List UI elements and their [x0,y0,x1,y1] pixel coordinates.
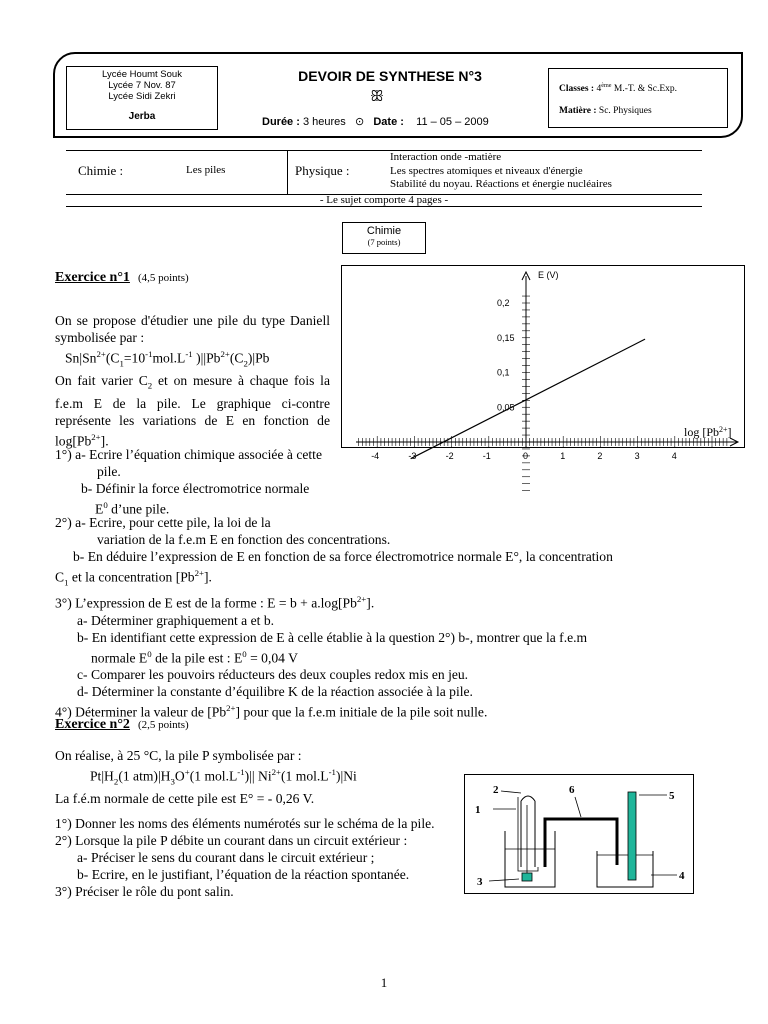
ex2-heading [55,715,189,733]
classes-label: Classes : [559,84,595,95]
section-name: Chimie [366,225,402,237]
ex2-fem: La f.é.m normale de cette pile est E° = - 0,26 V. [55,791,315,807]
ex1-heading [55,268,189,286]
school-city: Jerba [128,111,156,122]
exam-duration-date [262,115,489,128]
chimie-topic: Les piles [186,164,226,176]
label-6: 6 [569,784,575,796]
hydrogen-electrode-tube [521,796,535,867]
label-1: 1 [475,804,481,816]
ex1-intro [55,312,330,450]
section-box [342,222,426,254]
x-tick-label: -2 [445,451,454,461]
label-4: 4 [679,870,685,882]
physique-topic: Les spectres atomiques et niveaux d'énergie [390,164,583,177]
class-box [548,68,728,128]
chimie-label: Chimie : [78,163,124,178]
physique-label: Physique : [295,163,350,178]
x-tick-label: 3 [634,451,640,461]
ex2-q1: 1°) Donner les noms des éléments numérotés sur le schéma de la pile. [55,816,435,831]
pile-diagram [464,774,694,894]
ex2-q2: 2°) Lorsque la pile P débite un courant dans un circuit extérieur : [55,833,408,848]
school-line: Lycée Sidi Zekri [108,91,176,102]
pile2-symbol: $Pt|H_2(1$ $atm)|H_3O^+(1$ $mol.L^{-1})||$ $Ni^{2+}(1$ $mol.L^{-1})|Ni$ [90,767,357,787]
ex1-q3d: d- Déterminer la constante d’équilibre K de la réaction associée à la pile. [77,684,473,700]
label-2: 2 [493,784,499,796]
y-tick-label: 0,05 [497,402,515,413]
ex1-points: (4,5 points) [137,272,189,284]
ex1-q2a: 2°) a- Ecrire, pour cette pile, la loi de la [55,515,271,530]
physique-topics [390,151,612,192]
graph-svg [342,266,744,461]
section-points: (7 points) [367,237,401,247]
pages-note: - Le sujet comporte 4 pages - [319,194,449,206]
nickel-electrode [628,792,636,880]
duree-value: 3 heures [302,116,346,128]
ex1-q3b-cont: normale $E^0$ de la pile est : $E^0 = 0,04$ V [91,648,298,666]
x-tick-label: -4 [371,451,380,461]
duree-label: Durée : [262,116,300,128]
ex2-q2a: a- Préciser le sens du courant dans le circuit extérieur ; [77,850,375,865]
ex1-q3a: a- Déterminer graphiquement a et b. [77,612,275,628]
arrow-2 [501,791,521,793]
x-tick-label: 4 [671,451,677,461]
x-axis-label: $\log [Pb^{2+}]$ [684,425,732,439]
ex1-q2b-cont: $C_1$ et la concentration $[Pb^{2+}]$. [55,568,212,588]
x-tick-label: 1 [560,451,566,461]
classes-num: 4 [596,84,602,95]
ex1-q3c: c- Comparer les pouvoirs réducteurs des deux couples redox mis en jeu. [77,667,469,683]
x-tick-label: 2 [597,451,603,461]
ex2-intro-text: On réalise, à 25 °C, la pile P symbolisée par : [55,748,302,763]
ex1-q2b: b- En déduire l’expression de E en fonction de sa force électromotrice normale E°, la concentration [73,549,613,564]
y-tick-label: 0,1 [497,367,510,378]
salt-bridge [545,819,617,867]
classes-value: M.-T. & Sc.Exp. [613,84,678,95]
title-ornament: ꕥ [370,89,384,105]
x-tick-label: -1 [482,451,491,461]
arrow-3 [489,879,519,881]
school-line: Lycée 7 Nov. 87 [108,80,176,91]
pile-svg [465,775,693,893]
y-axis-label: E (V) [538,270,559,280]
ex2-questions [55,815,445,900]
ex1-intro-text: On fait varier $C_2$ et on mesure à chaque fois la f.e.m E de la pile. Le graphique ci-contre représente les variations de E en fonction de $\log[Pb^{2+}]$. [55,373,330,449]
divider [287,150,288,194]
clock-icon: ⊙ [354,116,365,128]
date-value: 11 – 05 – 2009 [416,116,489,128]
matiere-value: Sc. Physiques [598,106,652,117]
platinum-plate [522,873,532,881]
ex1-q2-q4 [55,514,715,721]
x-tick-label: -3 [408,451,417,461]
matiere-label: Matière : [559,106,597,117]
ex2-title: Exercice n°2 [55,717,130,732]
ex1-q1b: b- Définir la force électromotrice normale $E^0$ d’une pile. [81,481,310,517]
ex1-graph [341,265,745,461]
ex1-q1 [55,446,323,518]
ex1-q3b: b- En identifiant cette expression de E à celle établie à la question 2°) b-, montrer que la f.e.m [77,629,588,645]
x-tick-label: 0 [523,451,529,461]
arrow-6 [575,797,581,817]
school-box [66,66,218,130]
ex1-q4: 4°) Déterminer la valeur de $[Pb^{2+}]$ pour que la f.e.m initiale de la pile soit nulle. [55,703,488,720]
physique-topic: Stabilité du noyau. Réactions et énergie nucléaires [390,178,612,190]
label-5: 5 [669,790,675,802]
ex2-intro [55,747,455,807]
y-tick-label: 0,15 [497,332,515,343]
ex1-intro-text: On se propose d'étudier une pile du type Daniell symbolisée par : [55,313,330,345]
divider [66,206,702,207]
ex1-q2a-cont: variation de la f.e.m E en fonction des concentrations. [97,532,391,547]
ex2-q2b: b- Ecrire, en le justifiant, l’équation de la réaction spontanée. [77,867,410,882]
date-label: Date : [373,116,404,128]
ex1-q3: 3°) L’expression de E est de la forme : $E = b + a.\log[Pb^{2+}]$. [55,594,375,611]
physique-topic: Interaction onde -matière [390,151,502,163]
classes-sup: ème [601,83,612,89]
page-number: 1 [380,975,388,990]
right-beaker [597,851,653,887]
ex2-q3: 3°) Préciser le rôle du pont salin. [55,884,234,899]
exam-title: DEVOIR DE SYNTHESE N°3 [298,68,482,84]
pile1-symbol: $Sn|Sn^{2+}(C_1=10^{-1}mol.L^{-1}$ )$||Pb^{2+}(C_2)|Pb$ [65,349,270,369]
series-line [411,339,645,459]
ex2-points: (2,5 points) [137,719,189,731]
ex1-q1a: 1°) a- Ecrire l’équation chimique associée à cette pile. [55,447,322,479]
label-3: 3 [477,876,483,888]
y-tick-label: 0,2 [497,298,510,308]
school-line: Lycée Houmt Souk [102,69,182,80]
ex1-title: Exercice n°1 [55,270,130,285]
